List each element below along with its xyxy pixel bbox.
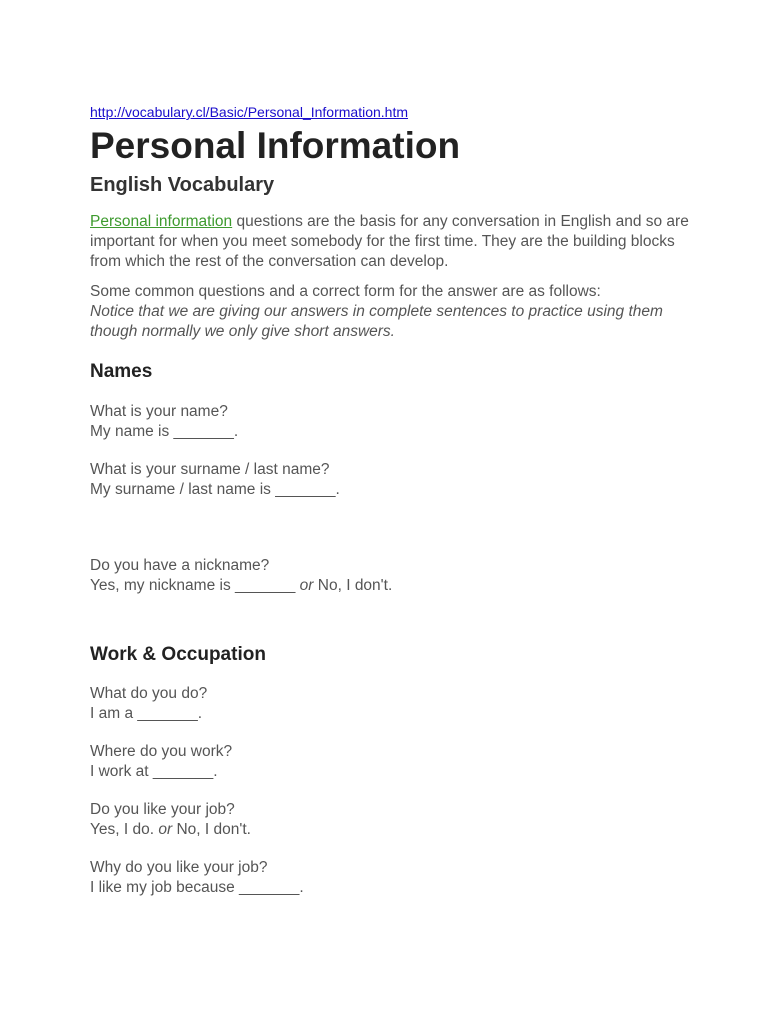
answer-text: I work at _______.: [90, 763, 218, 780]
qa-item: [90, 684, 690, 724]
qa-item: [90, 402, 690, 442]
qa-item: [90, 556, 690, 596]
page-title: Personal Information: [90, 125, 461, 166]
answer-text: I like my job because _______.: [90, 879, 304, 896]
qa-item: [90, 800, 690, 840]
question-text: Do you like your job?: [90, 801, 235, 818]
question-text: Do you have a nickname?: [90, 557, 270, 574]
question-text: Why do you like your job?: [90, 859, 268, 876]
answer-text: I am a _______.: [90, 705, 203, 722]
answer-text: My name is _______.: [90, 423, 239, 440]
intro-paragraph: [90, 212, 690, 272]
section-heading-work: Work & Occupation: [90, 644, 266, 665]
answer-text: Yes, my nickname is _______ or No, I don't.: [90, 577, 393, 594]
question-text: What do you do?: [90, 685, 208, 702]
intro-text: questions are the basis for any conversation in English and so are important for when you meet somebody for the first time. They are the building blocks from which the rest of the conversation can develop.: [90, 213, 689, 270]
qa-item: [90, 460, 690, 500]
page-subtitle: English Vocabulary: [90, 174, 275, 196]
personal-information-link[interactable]: Personal information: [90, 213, 233, 230]
document-page: [90, 103, 690, 898]
answer-text: Yes, I do. or No, I don't.: [90, 821, 251, 838]
question-text: Where do you work?: [90, 743, 233, 760]
question-text: What is your surname / last name?: [90, 461, 330, 478]
qa-item: [90, 858, 690, 898]
source-url-link[interactable]: http://vocabulary.cl/Basic/Personal_Information.htm: [90, 104, 409, 120]
intro-paragraph-2: [90, 282, 690, 342]
section-heading-names: Names: [90, 361, 153, 382]
intro-2-text: Some common questions and a correct form for the answer are as follows:: [90, 283, 601, 300]
question-text: What is your name?: [90, 403, 228, 420]
intro-note: Notice that we are giving our answers in complete sentences to practice using them though normally we only give short answers.: [90, 303, 663, 340]
answer-text: My surname / last name is _______.: [90, 481, 340, 498]
qa-item: [90, 742, 690, 782]
